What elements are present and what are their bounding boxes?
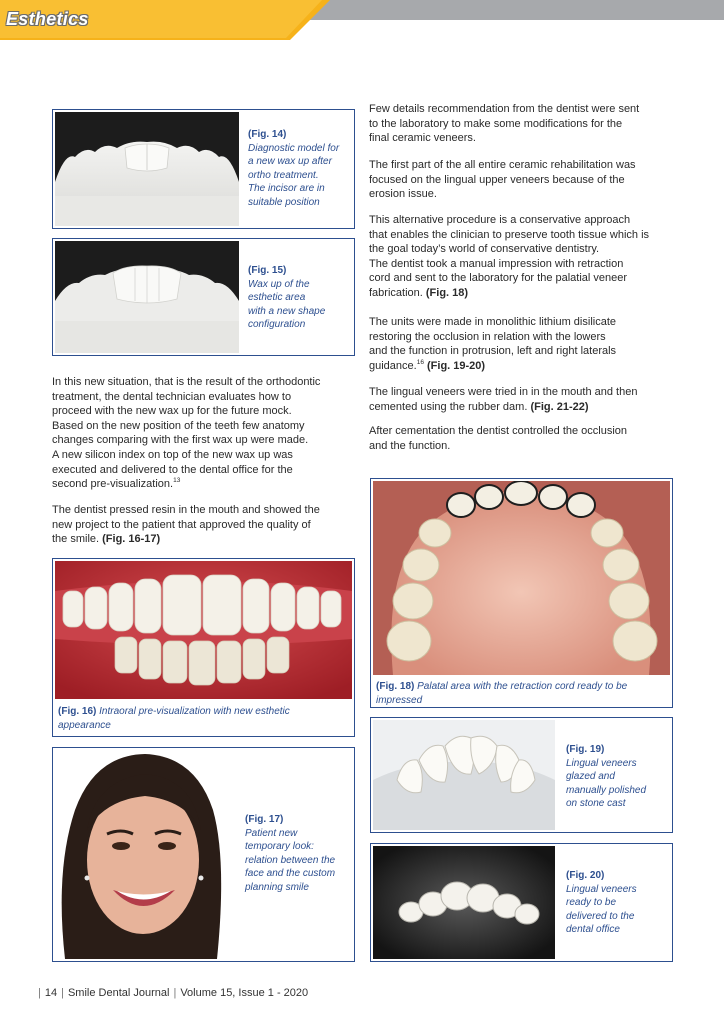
text-line: The first part of the all entire ceramic rehabilitation was [369,159,636,171]
text-line: In this new situation, that is the result of the orthodontic [52,376,321,388]
figure-18-caption-line: impressed [376,694,423,706]
issue-info: Volume 15, Issue 1 - 2020 [180,987,309,999]
patient-portrait-image [55,750,231,959]
figure-16-caption [58,705,348,732]
text-line: Few details recommendation from the dentist were sent [369,103,640,115]
figure-reference: (Fig. 19-20) [427,359,486,372]
veneers-on-cast-image [373,720,555,830]
wax-up-image [55,241,239,353]
figure-16-box [52,558,355,737]
figure-reference: (Fig. 16-17) [102,533,161,546]
figure-19-caption-line: Lingual veneers [566,757,637,769]
figure-14-caption-line: a new wax up after [248,156,332,167]
figure-14-caption [248,128,352,209]
page-footer [34,987,308,999]
palatal-view-image [373,481,670,675]
journal-name: Smile Dental Journal [67,987,170,999]
figure-17-caption-line: face and the custom [245,868,336,879]
figure-14-caption-line: The incisor are in [248,183,325,194]
figure-14-image [55,112,239,226]
right-paragraph-5 [369,385,679,414]
text-line: changes comparing with the first wax up were made. [52,434,309,447]
figure-17-number: (Fig. 17) [245,814,284,825]
text-line: cord and sent to the laboratory for the palatial veneer [369,272,628,285]
figure-17-caption-line: planning smile [245,881,309,893]
figure-14-caption-line: Diagnostic model for [248,142,340,154]
figure-20-caption-line: ready to be [566,897,617,908]
figure-15-image [55,241,239,353]
figure-15-caption-line: esthetic area [248,292,306,303]
text-line: guidance. [369,359,417,372]
figure-18-image [373,481,670,675]
figure-reference: (Fig. 21-22) [530,400,589,413]
right-paragraph-3 [369,213,679,301]
figure-16-image [55,561,352,699]
text-line: A new silicon index on top of the new wax up was [52,448,293,461]
figure-14-box [52,109,355,229]
figure-17-box [52,747,355,962]
text-line: The dentist pressed resin in the mouth and showed the [52,504,320,516]
figure-19-caption-line: glazed and [566,771,615,782]
figure-19-caption-line: on stone cast [566,798,626,809]
figure-19-image [373,720,555,830]
left-paragraph-2 [52,503,357,547]
figure-20-caption-line: dental office [566,924,620,935]
text-line: new project to the patient that approved the quality of [52,518,311,531]
text-line: focused on the lingual upper veneers because of the [369,173,625,186]
figure-17-caption-line: temporary look: [245,841,314,852]
text-line: treatment, the dental technician evaluates how to [52,390,292,403]
figure-15-box [52,238,355,356]
figure-17-caption-line: relation between the [245,854,336,866]
text-line: This alternative procedure is a conservative approach [369,214,631,226]
reference-superscript: 16 [416,358,424,366]
figure-20-caption-line: delivered to the [566,910,635,922]
text-line: executed and delivered to the dental office for the [52,463,293,476]
text-line: second pre-visualization. [52,478,174,491]
reference-superscript: 13 [173,477,181,485]
text-line: The dentist took a manual impression with retraction [369,257,624,270]
right-paragraph-4 [369,315,679,373]
figure-14-caption-line: ortho treatment. [248,169,319,181]
figure-15-caption-line: with a new shape [248,305,326,317]
figure-19-number: (Fig. 19) [566,744,605,755]
figure-20-number: (Fig. 20) [566,870,605,881]
figure-15-caption-line: configuration [248,319,306,330]
text-line: Based on the new position of the teeth few anatomy [52,419,305,432]
right-paragraph-6 [369,424,679,453]
figure-18-box [370,478,673,708]
footer-separator: | [61,987,64,999]
text-line: cemented using the rubber dam. [369,400,528,413]
text-line: After cementation the dentist controlled the occlusion [369,425,628,437]
figure-19-caption [566,743,670,811]
text-line: restoring the occlusion in relation with the lowers [369,330,606,343]
figure-19-caption-line: manually polished [566,784,647,796]
right-paragraph-2 [369,158,679,202]
text-line: and the function in protrusion, left and right laterals [369,345,617,358]
figure-16-caption-line: appearance [58,719,111,731]
text-line: The units were made in monolithic lithium disilicate [369,316,616,328]
figure-14-caption-line: suitable position [248,196,320,208]
text-line: the goal today’s world of conservative dentistry. [369,243,600,256]
section-label: Esthetics [6,9,89,29]
figure-20-caption-line: Lingual veneers [566,883,637,895]
text-line: erosion issue. [369,188,437,201]
figure-18-number: (Fig. 18) [376,681,415,692]
figure-20-caption [566,869,670,937]
figure-15-number: (Fig. 15) [248,265,287,276]
header-bar [0,0,724,29]
figure-20-image [373,846,555,959]
text-line: final ceramic veneers. [369,132,476,145]
figure-17-caption-line: Patient new [245,827,298,839]
figure-15-caption [248,264,352,332]
right-paragraph-1 [369,102,679,146]
text-line: the smile. [52,533,100,546]
figure-20-box [370,843,673,962]
figure-18-caption-line: Palatal area with the retraction cord ready to be [417,681,628,692]
figure-16-caption-line: Intraoral pre-visualization with new esthetic [99,706,290,717]
figure-reference: (Fig. 18) [425,286,469,299]
footer-separator: | [38,987,41,999]
figure-17-caption [245,813,353,894]
left-paragraph-1 [52,375,357,492]
figure-16-number: (Fig. 16) [58,706,97,717]
figure-18-caption [376,680,668,707]
figure-17-image [55,750,231,959]
text-line: and the function. [369,439,451,452]
text-line: that enables the clinician to preserve tooth tissue which is [369,228,650,241]
page-number: 14 [44,987,58,999]
figure-19-box [370,717,673,833]
figure-14-number: (Fig. 14) [248,129,287,140]
veneers-ready-image [373,846,555,959]
text-line: proceed with the new wax up for the future mock. [52,405,292,418]
footer-separator: | [173,987,177,999]
text-line: to the laboratory to make some modifications for the [369,117,623,130]
intraoral-smile-image [55,561,352,699]
header-gray-band [300,0,724,20]
text-line: fabrication. [369,286,423,299]
text-line: The lingual veneers were tried in in the mouth and then [369,386,638,398]
figure-15-caption-line: Wax up of the [248,278,310,290]
diagnostic-model-image [55,112,239,226]
